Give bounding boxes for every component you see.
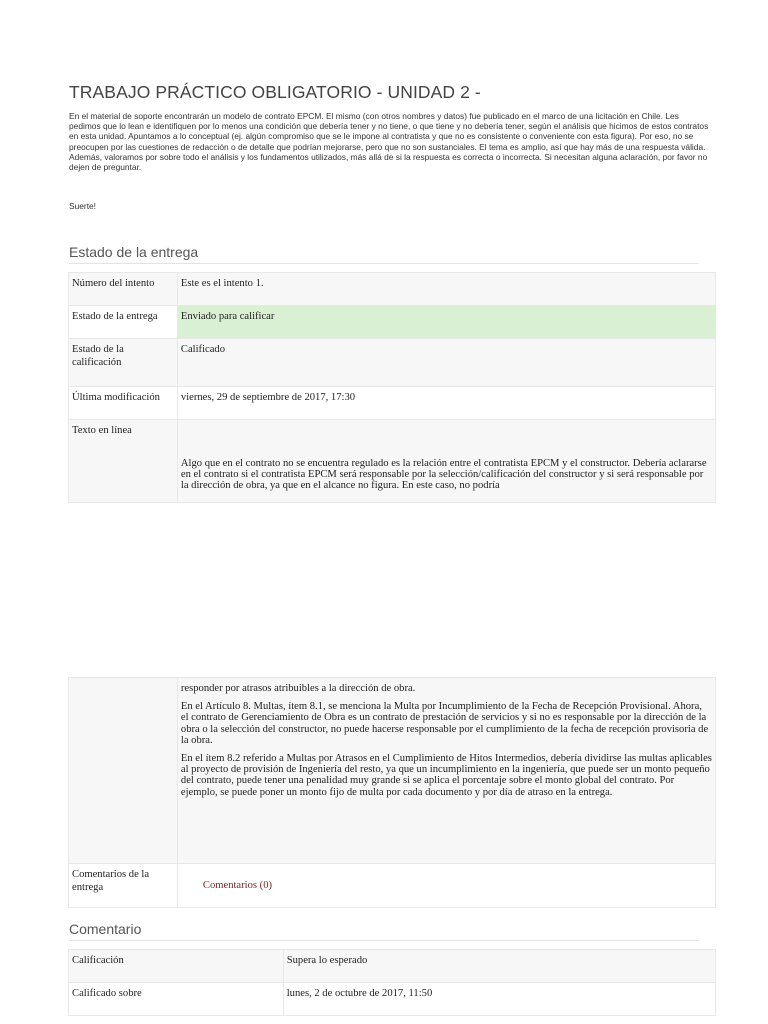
graded-on-value: lunes, 2 de octubre de 2017, 11:50: [286, 988, 433, 999]
attempt-value: Este es el intento 1.: [180, 278, 264, 289]
last-modified-value: viernes, 29 de septiembre de 2017, 17:30: [180, 392, 356, 403]
online-text-paragraph: En el Artículo 8. Multas, ítem 8.1, se menciona la Multa por Incumplimiento de la Fecha de Recepción Provisional. Ahora, el contrato de Gerenciamiento de Obra es un contrato de prestación de servicios y si no es responsable por la dirección de la obra o la selección del constructor, no puede hacerse responsable por el cumplimiento de la fecha de recepción provisoria de la obra.: [180, 701, 709, 746]
submission-status-table: [68, 272, 716, 503]
comments-link[interactable]: Comentarios (0): [202, 880, 273, 891]
table-row-grade: [69, 950, 716, 983]
table-row-graded-on: [69, 983, 716, 1016]
online-text-label: Texto en línea: [72, 425, 132, 436]
page-title: TRABAJO PRÁCTICO OBLIGATORIO - UNIDAD 2 -: [69, 82, 481, 102]
table-row-submission-comments: [69, 864, 716, 908]
online-text-paragraph: Algo que en el contrato no se encuentra regulado es la relación entre el contratista EPCM y el constructor. Debería aclararse en el contrato si el contratista EPCM será responsable por la selección/calificación del constructor y si será responsable por la dirección de obra, ya que en el alcance no figura. En este caso, no podría: [180, 458, 707, 492]
grade-label: Calificación: [72, 955, 124, 966]
grade-value: Supera lo esperado: [286, 955, 368, 966]
table-row-attempt: [69, 273, 716, 306]
submission-status-heading: Estado de la entrega: [69, 244, 699, 264]
table-row-submission-status: [69, 306, 716, 339]
table-row-online-text: [69, 420, 716, 503]
submission-status-value: Enviado para calificar: [180, 311, 275, 322]
online-text-paragraph: En el ítem 8.2 referido a Multas por Atrasos en el Cumplimiento de Hitos Intermedios, debería dividirse las multas aplicables al proyecto de provisión de Ingeniería del resto, ya que un incumplimiento en la ingeniería, que puede ser un monto pequeño del contrato, puede tener una penalidad muy grande si se aplica el porcentaje sobre el monto global del contrato. Por ejemplo, se puede poner un monto fijo de multa por cada documento y por día de atraso en la entrega.: [180, 753, 712, 798]
table-row-online-text-continued: [69, 678, 716, 864]
feedback-table: [68, 949, 716, 1016]
assignment-intro: En el material de soporte encontrarán un modelo de contrato EPCM. El mismo (con otros nombres y datos) fue publicado en el marco de una licitación en Chile. Les pedimos que lo lean e identifiquen por lo menos una condición que debería tener y no tiene, o que tiene y no debería tener, según el análisis que hicimos de estos contratos en esta unidad. Apuntamos a lo conceptual (ej. algún compromiso que se le impone al contratista y que no es consistente o conveniente con esta figura). Por eso, no se preocupen por las cuestiones de redacción o de detalle que podrían mejorarse, pero que no son sustanciales. El tema es amplio, así que hay más de una respuesta válida. Además, valoramos por sobre todo el análisis y los fundamentos utilizados, más allá de si la respuesta es correcta o incorrecta. Si necesitan alguna aclaración, por favor no dejen de preguntar.: [69, 111, 709, 173]
grading-status-value: Calificado: [180, 344, 226, 355]
online-text-content-continued: [178, 678, 715, 798]
last-modified-label: Última modificación: [72, 392, 160, 403]
submission-comments-label: Comentarios de la entrega: [72, 869, 150, 893]
submission-status-label: Estado de la entrega: [72, 311, 158, 322]
assignment-sign-off: Suerte!: [69, 201, 97, 211]
attempt-label: Número del intento: [72, 278, 155, 289]
table-row-grading-status: [69, 339, 716, 387]
online-text-paragraph: responder por atrasos atribuibles a la dirección de obra.: [180, 683, 416, 694]
online-text-content: [178, 420, 715, 502]
table-row-last-modified: [69, 387, 716, 420]
feedback-heading: Comentario: [69, 921, 699, 941]
graded-on-label: Calificado sobre: [72, 988, 142, 999]
submission-status-table-continued: [68, 677, 716, 908]
grading-status-label: Estado de la calificación: [72, 344, 124, 368]
